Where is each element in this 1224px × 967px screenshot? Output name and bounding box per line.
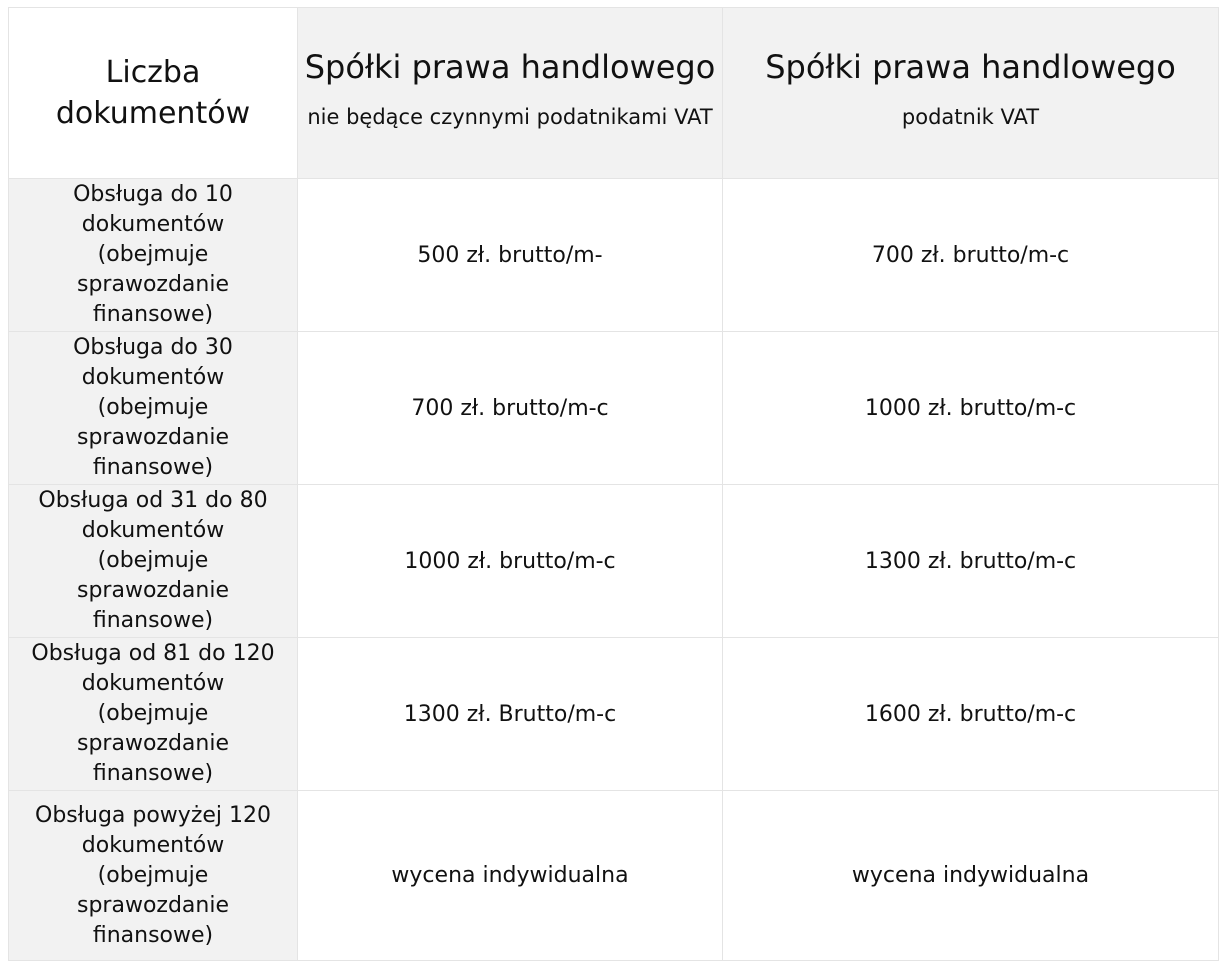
pricing-table	[8, 7, 1219, 961]
row-label-line: finansowe)	[92, 455, 214, 480]
header-document-count	[9, 8, 298, 179]
header-column-title: Spółki prawa handlowego	[765, 48, 1176, 86]
row-label	[9, 638, 298, 791]
table-row	[9, 332, 1219, 485]
header-vat-companies	[723, 8, 1219, 179]
header-non-vat-companies	[298, 8, 723, 179]
row-label	[9, 791, 298, 961]
row-label-line: dokumentów	[81, 671, 225, 696]
row-label-line: dokumentów	[81, 212, 225, 237]
price-non-vat: 700 zł. brutto/m-c	[298, 332, 723, 485]
price-non-vat: 500 zł. brutto/m-	[298, 179, 723, 332]
row-label	[9, 485, 298, 638]
row-label-line: (obejmuje sprawozdanie	[77, 395, 229, 450]
price-vat: 1300 zł. brutto/m-c	[723, 485, 1219, 638]
row-label-line: dokumentów	[81, 518, 225, 543]
pricing-table-container	[8, 7, 1218, 961]
row-label-line: Obsługa od 31 do 80	[38, 488, 268, 513]
table-header	[9, 8, 1219, 179]
row-label-line: dokumentów	[81, 365, 225, 390]
row-label-line: Obsługa do 30	[73, 335, 233, 360]
row-label	[9, 179, 298, 332]
row-label-line: dokumentów	[81, 832, 225, 858]
header-column-subtitle: nie będące czynnymi podatnikami VAT	[307, 105, 713, 129]
price-vat: wycena indywidualna	[723, 791, 1219, 961]
row-label	[9, 332, 298, 485]
row-label-line: (obejmuje sprawozdanie	[77, 242, 229, 297]
table-row	[9, 638, 1219, 791]
price-non-vat: wycena indywidualna	[298, 791, 723, 961]
row-label-line: (obejmuje sprawozdanie	[77, 862, 229, 918]
price-vat: 700 zł. brutto/m-c	[723, 179, 1219, 332]
header-column-subtitle: podatnik VAT	[901, 105, 1040, 129]
row-label-line: (obejmuje sprawozdanie	[77, 701, 229, 756]
row-label-line: Obsługa od 81 do 120	[31, 641, 275, 666]
price-vat: 1000 zł. brutto/m-c	[723, 332, 1219, 485]
header-corner-line: dokumentów	[55, 96, 251, 131]
row-label-line: finansowe)	[92, 608, 214, 633]
table-body	[9, 179, 1219, 961]
table-row	[9, 179, 1219, 332]
row-label-line: finansowe)	[92, 922, 214, 948]
price-non-vat: 1300 zł. Brutto/m-c	[298, 638, 723, 791]
header-column-title: Spółki prawa handlowego	[304, 48, 716, 86]
price-vat: 1600 zł. brutto/m-c	[723, 638, 1219, 791]
row-label-line: (obejmuje sprawozdanie	[77, 548, 229, 603]
price-non-vat: 1000 zł. brutto/m-c	[298, 485, 723, 638]
table-row	[9, 485, 1219, 638]
row-label-line: Obsługa powyżej 120	[35, 802, 271, 828]
table-row	[9, 791, 1219, 961]
row-label-line: Obsługa do 10	[73, 182, 233, 207]
row-label-line: finansowe)	[92, 761, 214, 786]
header-row	[9, 8, 1219, 179]
header-corner-line: Liczba	[105, 55, 201, 90]
row-label-line: finansowe)	[92, 302, 214, 327]
